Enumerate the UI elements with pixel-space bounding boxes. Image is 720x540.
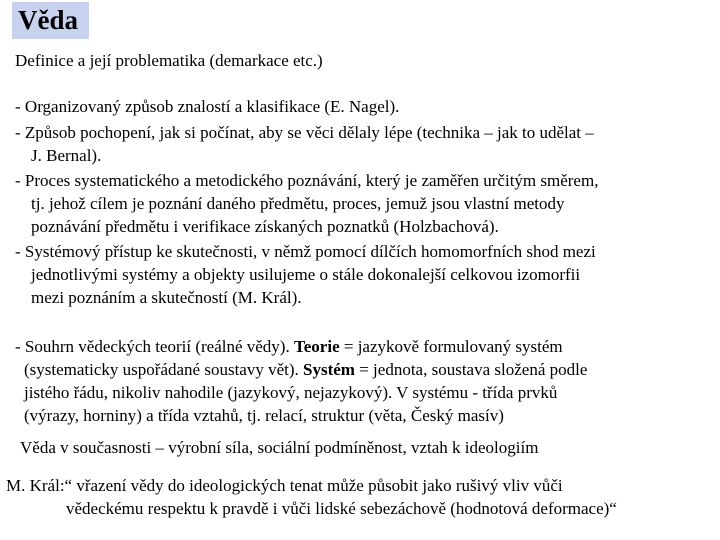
theory-line-2-rest: = jednota, soustava složená podle — [354, 360, 588, 379]
theory-line-4: (výrazy, horniny) a třída vztahů, tj. relací, struktur (věta, Český masív) — [24, 406, 504, 425]
theory-line-1-prefix: - Souhrn vědeckých teorií (reálné vědy). — [15, 337, 294, 356]
theory-term: Teorie — [293, 337, 340, 356]
point-3-line-1: - Proces systematického a metodického poznávání, který je zaměřen určitým směrem, — [15, 171, 599, 190]
point-4-line-2: jednotlivými systémy a objekty usilujeme o stále dokonalejší celkovou izomorfii — [31, 265, 581, 284]
theory-line-1 — [15, 336, 563, 358]
point-3-line-2: tj. jehož cílem je poznání daného předmětu, proces, jemuž jsou vlastní metody — [31, 194, 565, 213]
quote-line-2: vědeckému respektu k pravdě i vůči lidské sebezáchově (hodnotová deformace)“ — [66, 499, 617, 518]
theory-line-2-prefix: (systematicky uspořádané soustavy vět). — [24, 360, 304, 379]
point-2-line-2: J. Bernal). — [31, 146, 102, 165]
point-4-line-1: - Systémový přístup ke skutečnosti, v němž pomocí dílčích homomorfních shod mezi — [15, 242, 596, 261]
theory-line-1-rest: = jazykově formulovaný systém — [339, 337, 563, 356]
point-3-line-3: poznávání předmětu i verifikace získaných poznatků (Holzbachová). — [31, 217, 499, 236]
theory-line-2 — [24, 359, 587, 381]
subtitle: Definice a její problematika (demarkace etc.) — [15, 51, 323, 70]
slide-title: Věda — [18, 5, 78, 35]
point-1-line-1: - Organizovaný způsob znalostí a klasifikace (E. Nagel). — [15, 97, 400, 116]
quote-line-1: M. Král:“ vřazení vědy do ideologických tenat může působit jako rušivý vliv vůči — [6, 476, 563, 495]
system-term: Systém — [303, 360, 355, 379]
point-2-line-1: - Způsob pochopení, jak si počínat, aby se věci dělaly lépe (technika – jak to udělat – — [15, 123, 594, 142]
present-line: Věda v současnosti – výrobní síla, sociální podmíněnost, vztah k ideologiím — [20, 438, 539, 457]
theory-line-3: jistého řádu, nikoliv nahodile (jazykový, nejazykový). V systému - třída prvků — [24, 383, 558, 402]
point-4-line-3: mezi poznáním a skutečností (M. Král). — [31, 288, 302, 307]
